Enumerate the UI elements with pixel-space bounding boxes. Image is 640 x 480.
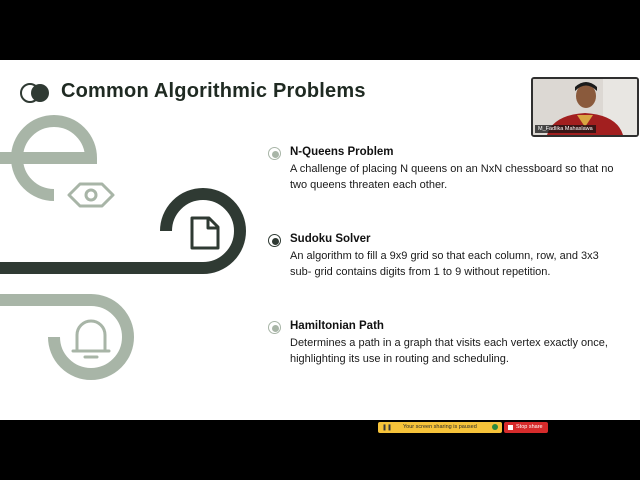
item-heading: Hamiltonian Path <box>290 320 384 332</box>
participant-name: M_Fadlika Mahaslawa <box>535 125 596 133</box>
item-heading: N-Queens Problem <box>290 146 394 158</box>
bell-icon <box>73 321 109 357</box>
screen-share-toolbar <box>378 422 548 433</box>
hexagon-nut-icon <box>69 184 113 206</box>
process-flow-graphic <box>0 60 270 420</box>
participant-video[interactable] <box>531 77 639 137</box>
flow-line-middle <box>0 194 240 268</box>
item-description: An algorithm to fill a 9x9 grid so that each column, row, and 3x3 sub- grid contains digits from 1 to 9 without repetition. <box>290 250 599 279</box>
item-heading: Sudoku Solver <box>290 233 371 245</box>
stop-share-label: Stop share <box>516 424 543 430</box>
pause-icon: ❚❚ <box>382 425 393 431</box>
flow-line-bottom <box>0 300 128 374</box>
item-description: A challenge of placing N queens on an NxN chessboard so that no two queens threaten each other. <box>290 163 614 192</box>
flow-line-top <box>0 121 91 195</box>
bullet-icon <box>268 321 281 334</box>
bullet-icon <box>268 147 281 160</box>
share-status-text: Your screen sharing is paused <box>403 424 477 430</box>
stop-icon <box>508 425 513 430</box>
resume-icon[interactable] <box>492 424 498 430</box>
item-description: Determines a path in a graph that visits each vertex exactly once, highlighting its use in routing and scheduling. <box>290 337 608 366</box>
share-paused-notice <box>378 422 502 433</box>
bullet-icon <box>268 234 281 247</box>
stop-share-button[interactable] <box>504 422 548 433</box>
document-icon <box>192 218 218 248</box>
slide-title: Common Algorithmic Problems <box>61 80 366 102</box>
